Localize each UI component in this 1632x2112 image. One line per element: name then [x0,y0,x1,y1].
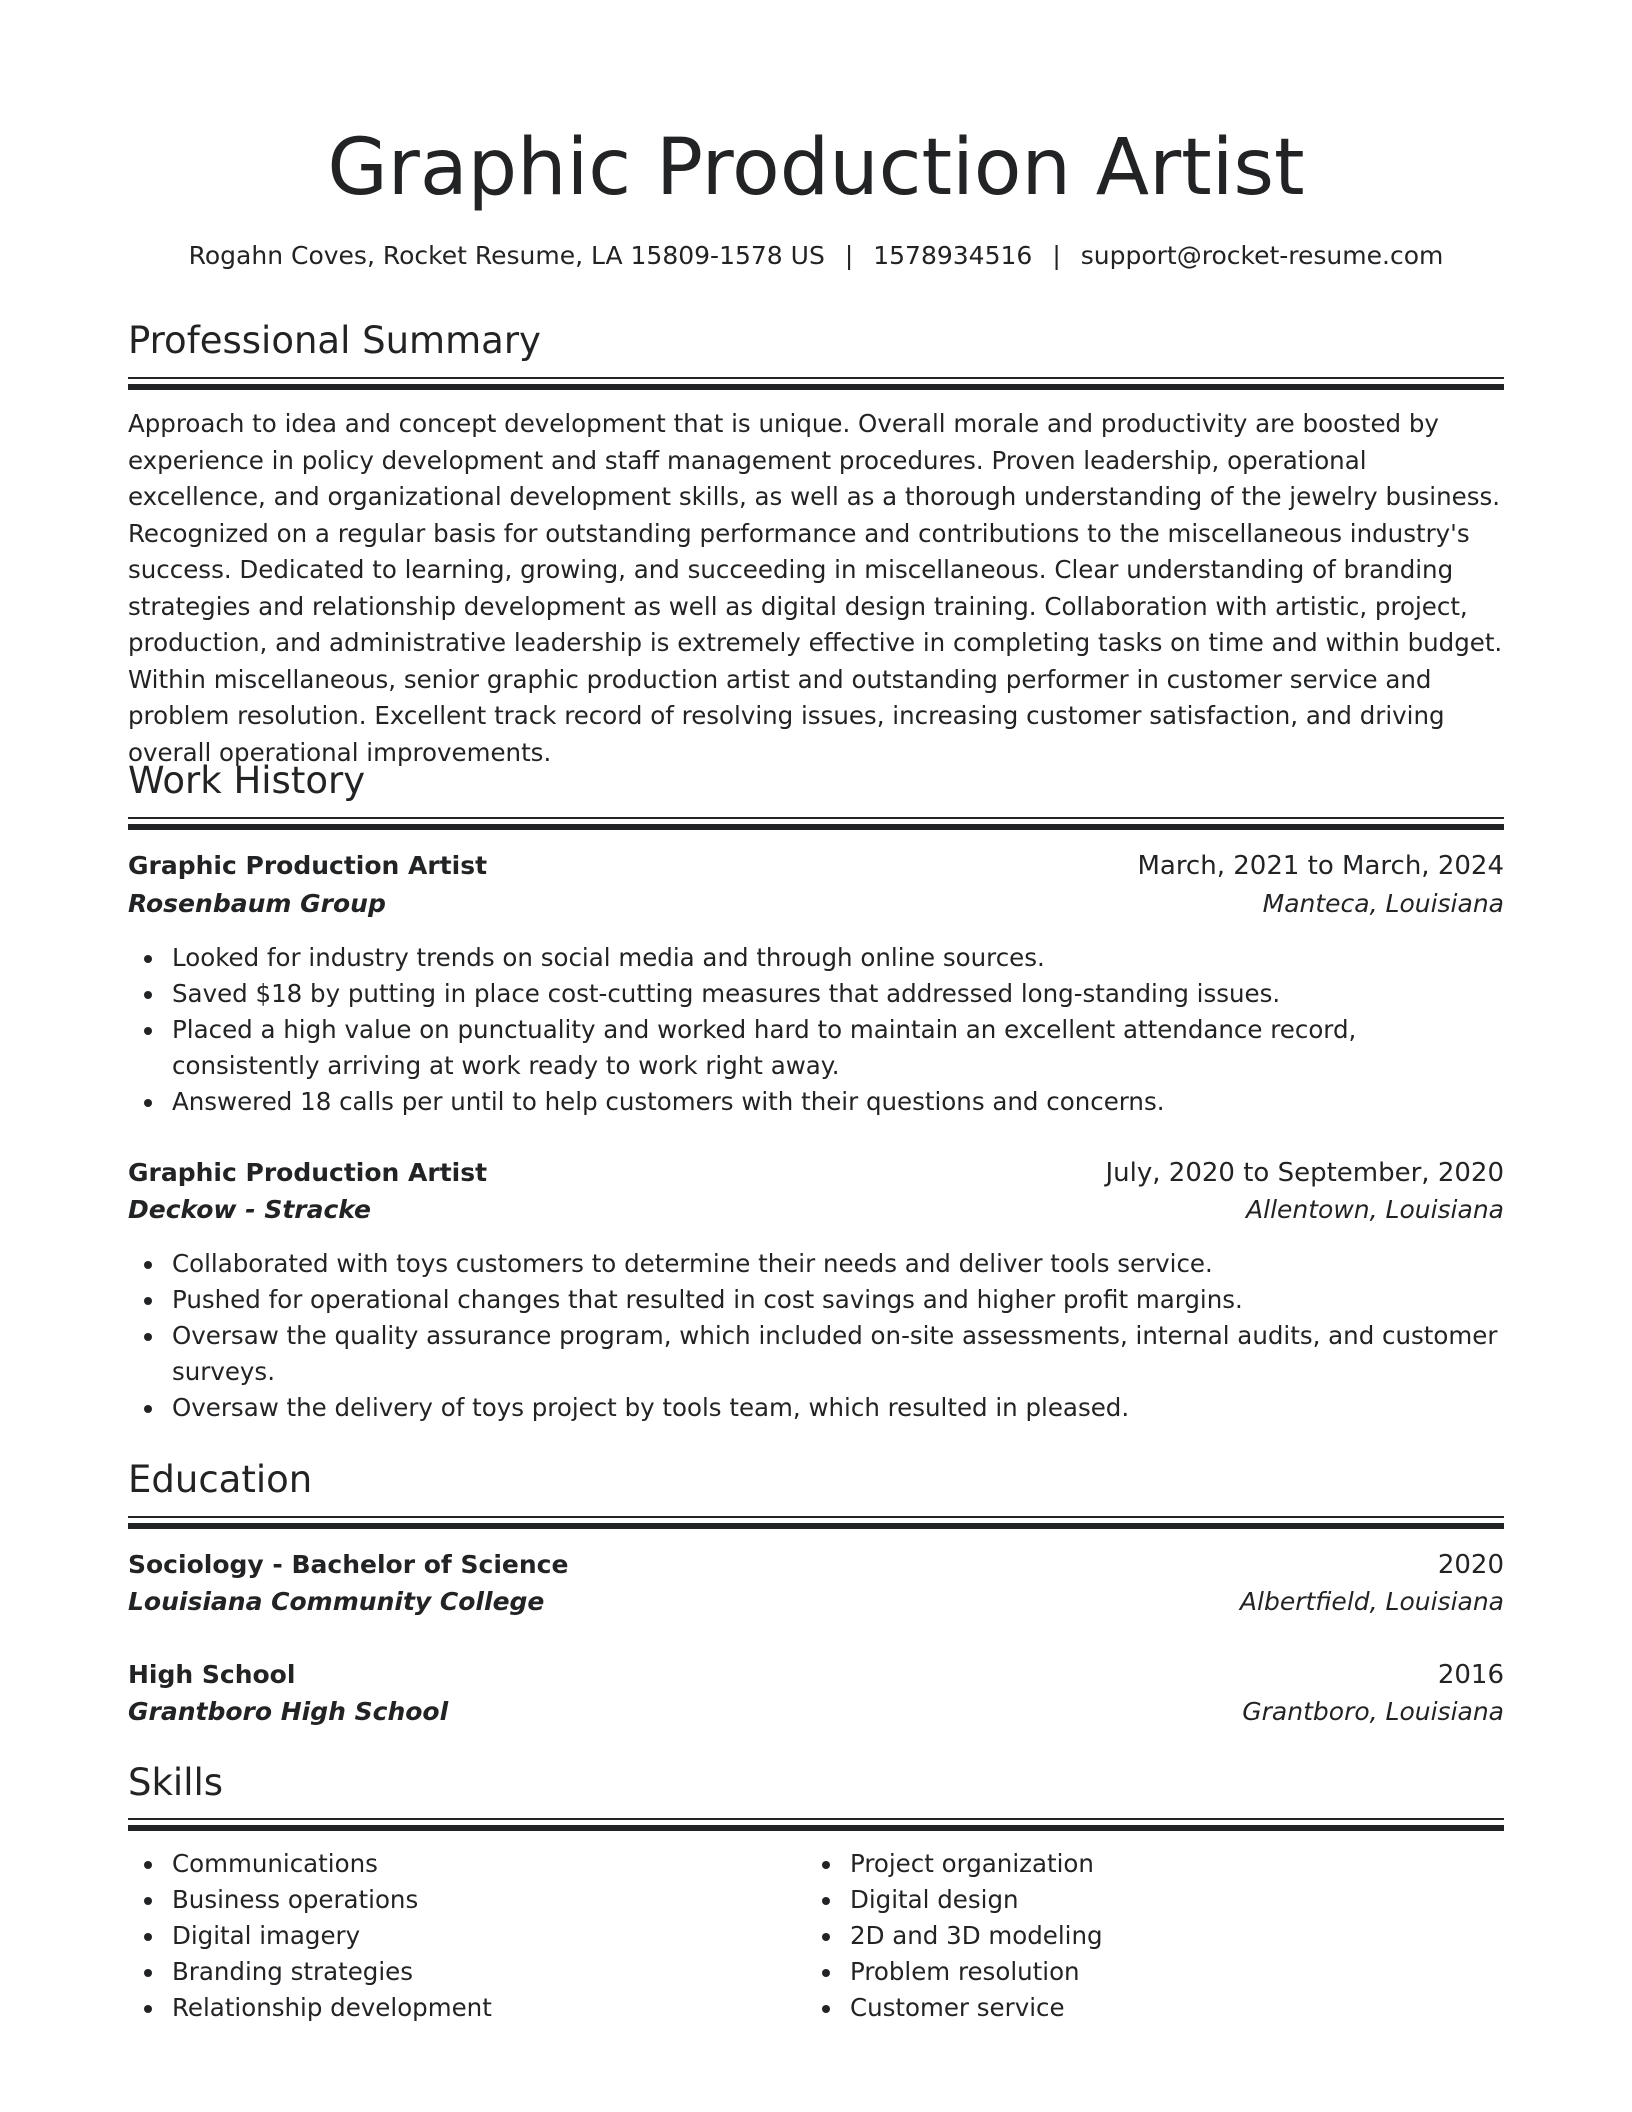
list-item: Communications [128,1846,768,1882]
education-location: Albertfield, Louisiana [1239,1587,1504,1616]
list-item: Problem resolution [806,1954,1446,1990]
list-item: Business operations [128,1882,768,1918]
section-divider [128,377,1504,390]
skills-list-right [806,1846,1446,2026]
education-year: 2020 [1437,1550,1504,1580]
job-header [128,1154,1504,1192]
education-school: Louisiana Community College [128,1587,545,1616]
section-divider [128,817,1504,830]
education-school: Grantboro High School [128,1697,449,1726]
education-heading: Education [128,1458,313,1501]
list-item: Oversaw the quality assurance program, which included on-site assessments, internal audits, and customer surveys. [128,1318,1504,1390]
education-degree: Sociology - Bachelor of Science [128,1550,569,1579]
education-header [128,1546,1504,1584]
list-item: 2D and 3D modeling [806,1918,1446,1954]
section-divider [128,1516,1504,1529]
resume-title: Graphic Production Artist [327,123,1305,213]
education-year: 2016 [1437,1660,1504,1690]
job-dates: March, 2021 to March, 2024 [1137,851,1504,881]
work-section-heading [128,756,1504,806]
contact-address: Rogahn Coves, Rocket Resume, LA 15809-1578 US [188,241,825,270]
list-item: Branding strategies [128,1954,768,1990]
education-school-row [128,1693,1504,1731]
list-item: Digital design [806,1882,1446,1918]
work-heading: Work History [128,759,366,802]
section-divider [128,1818,1504,1831]
job-location: Manteca, Louisiana [1262,889,1504,918]
skills-section-heading [128,1758,1504,1808]
list-item: Relationship development [128,1990,768,2026]
job-company-row [128,1191,1504,1229]
list-item: Customer service [806,1990,1446,2026]
contact-phone[interactable]: 1578934516 [873,241,1033,270]
job-dates: July, 2020 to September, 2020 [1105,1158,1504,1188]
list-item: Digital imagery [128,1918,768,1954]
list-item: Project organization [806,1846,1446,1882]
education-location: Grantboro, Louisiana [1242,1697,1504,1726]
contact-line [128,238,1504,274]
contact-separator: | [844,241,854,270]
summary-text: Approach to idea and concept development that is unique. Overall morale and productivity are boosted by experience in policy development and staff management procedures. Proven leadership, operational excellence, and organizational development skills, as well as a thorough understanding of the jewelry business. Recognized on a regular basis for outstanding performance and contributions to the miscellaneous industry's success. Dedicated to learning, growing, and succeeding in miscellaneous. Clear understanding of branding strategies and relationship development as well as digital design training. Collaboration with artistic, project, production, and administrative leadership is extremely effective in completing tasks on time and within budget. Within miscellaneous, senior graphic production artist and outstanding performer in customer service and problem resolution. Excellent track record of resolving issues, increasing customer satisfaction, and driving overall operational improvements. [128,409,1503,767]
job-title: Graphic Production Artist [128,851,488,880]
job-bullets [128,1246,1504,1426]
list-item: Collaborated with toys customers to determine their needs and deliver tools service. [128,1246,1504,1282]
job-company: Deckow - Stracke [128,1195,371,1224]
list-item: Saved $18 by putting in place cost-cutting measures that addressed long-standing issues. [128,976,1504,1012]
skills-heading: Skills [128,1761,224,1804]
job-company-row [128,885,1504,923]
list-item: Oversaw the delivery of toys project by tools team, which resulted in pleased. [128,1390,1504,1426]
skills-list-left [128,1846,768,2026]
job-company: Rosenbaum Group [128,889,386,918]
summary-section-heading [128,316,1504,366]
list-item: Placed a high value on punctuality and worked hard to maintain an excellent attendance record, consistently arriving at work ready to work right away. [128,1012,1504,1084]
contact-email[interactable]: support@rocket-resume.com [1080,241,1444,270]
education-degree: High School [128,1660,296,1689]
job-header [128,847,1504,885]
summary-heading: Professional Summary [128,319,541,362]
education-section-heading [128,1455,1504,1505]
education-school-row [128,1583,1504,1621]
job-title: Graphic Production Artist [128,1158,488,1187]
job-location: Allentown, Louisiana [1246,1195,1504,1224]
list-item: Pushed for operational changes that resulted in cost savings and higher profit margins. [128,1282,1504,1318]
contact-separator: | [1052,241,1061,270]
list-item: Looked for industry trends on social media and through online sources. [128,940,1504,976]
education-header [128,1656,1504,1694]
job-bullets [128,940,1504,1120]
list-item: Answered 18 calls per until to help customers with their questions and concerns. [128,1084,1504,1120]
